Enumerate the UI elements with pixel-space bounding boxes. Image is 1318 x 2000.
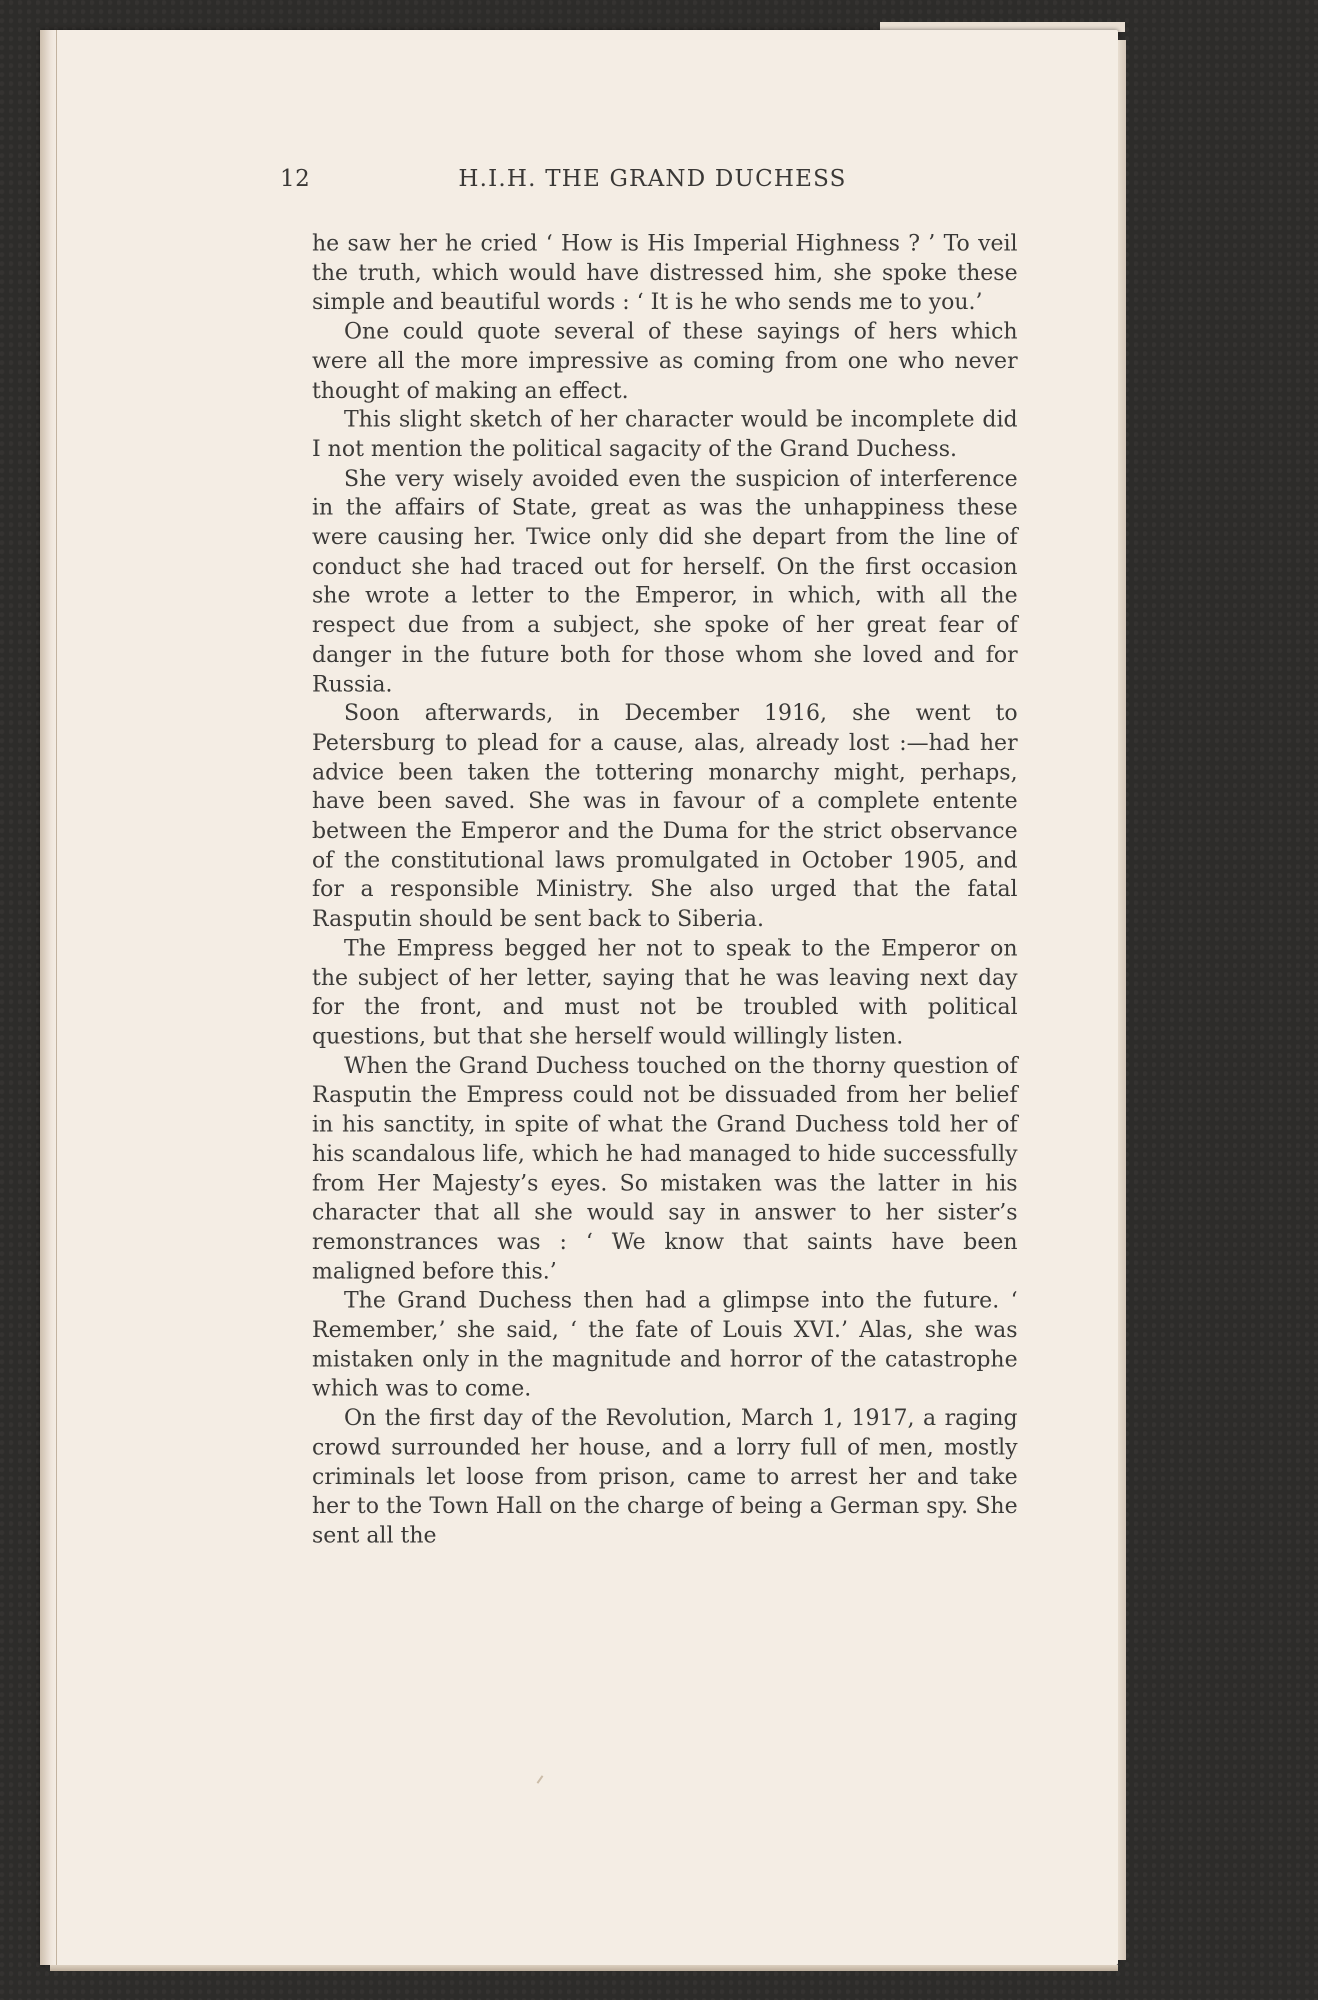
paragraph-1: he saw her he cried ‘ How is His Imperial Highness ? ’ To veil the truth, which would have distressed him, she spoke these simple and beautiful words : ‘ It is he who sends me to you.’ (312, 230, 1018, 315)
page-edge-right (1118, 40, 1126, 1960)
paragraph-4: She very wisely avoided even the suspicion of interference in the affairs of State, great as was the unhappiness these were causing her. Twice only did she depart from the line of conduct she had traced out for herself. On the first occasion she wrote a letter to the Emperor, in which, with all the respect due from a subject, she spoke of her great fear of danger in the future both for those whom she loved and for Russia. (312, 465, 1018, 697)
running-header (280, 166, 985, 202)
body-text (312, 229, 1018, 1550)
paragraph-7: When the Grand Duchess touched on the thorny question of Rasputin the Empress could not be dissuaded from her belief in his sanctity, in spite of what the Grand Duchess told her of his scandalous life, which he had managed to hide successfully from Her Majesty’s eyes. So mistaken was the latter in his character that all she would say in answer to her sister’s remonstrances was : ‘ We know that saints have been maligned before this.’ (312, 1052, 1018, 1284)
paragraph-3: This slight sketch of her character would be incomplete did I not mention the political sagacity of the Grand Duchess. (312, 406, 1018, 462)
page-number: 12 (280, 166, 311, 192)
paragraph-8: The Grand Duchess then had a glimpse into the future. ‘ Remember,’ she said, ‘ the fate of Louis XVI.’ Alas, she was mistaken only in the magnitude and horror of the catastrophe which was to come. (312, 1287, 1018, 1402)
page-edge-bottom (50, 1965, 1118, 1971)
paragraph-9: On the first day of the Revolution, March 1, 1917, a raging crowd surrounded her house, and a lorry full of men, mostly criminals let loose from prison, came to arrest her and take her to the Town Hall on the charge of being a German spy. She sent all the (312, 1405, 1018, 1549)
page-gutter (40, 30, 57, 1965)
running-title: H.I.H. THE GRAND DUCHESS (458, 166, 847, 192)
paragraph-6: The Empress begged her not to speak to the Emperor on the subject of her letter, saying that he was leaving next day for the front, and must not be troubled with political questions, but that she herself would willingly listen. (312, 935, 1018, 1049)
paragraph-5: Soon afterwards, in December 1916, she went to Petersburg to plead for a cause, alas, already lost :—had her advice been taken the tottering monarchy might, perhaps, have been saved. She was in favour of a complete entente between the Emperor and the Duma for the strict observance of the constitutional laws promulgated in October 1905, and for a responsible Ministry. She also urged that the fatal Rasputin should be sent back to Siberia. (312, 700, 1018, 932)
paragraph-2: One could quote several of these sayings of hers which were all the more impressive as coming from one who never thought of making an effect. (312, 318, 1018, 404)
